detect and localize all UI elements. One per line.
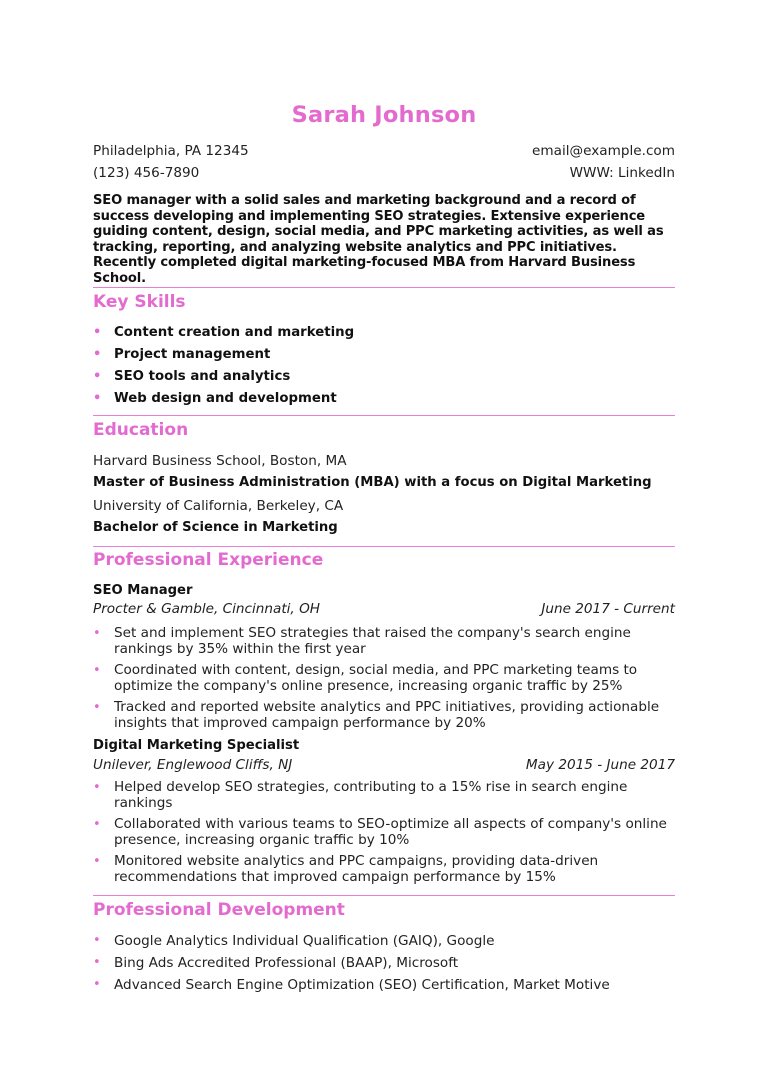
job-company: Procter & Gamble, Cincinnati, OH	[93, 601, 320, 617]
section-title-experience: Professional Experience	[93, 550, 324, 570]
bullet-dot-icon: •	[93, 369, 102, 384]
bullet-dot-icon: •	[93, 933, 101, 948]
bullet-dot-icon: •	[93, 325, 102, 340]
bullet-dot-icon: •	[93, 700, 101, 715]
job-meta	[93, 756, 675, 774]
education-school: Harvard Business School, Boston, MA	[93, 453, 347, 469]
job-bullets	[93, 626, 675, 737]
skill-item: • Content creation and marketing	[93, 325, 355, 340]
skill-item: • Web design and development	[93, 391, 337, 406]
job-bullet: • Coordinated with content, design, social media, and PPC marketing teams to optimize the company's online presence, increasing organic traffic by 25%	[93, 662, 638, 694]
bullet-dot-icon: •	[93, 663, 101, 678]
contact-row-1	[93, 142, 675, 160]
job-bullet: • Helped develop SEO strategies, contributing to a 15% rise in search engine rankings	[93, 779, 628, 811]
contact-row-2	[93, 164, 675, 182]
job-bullets	[93, 780, 675, 891]
job-company: Unilever, Englewood Cliffs, NJ	[93, 757, 293, 773]
candidate-name: Sarah Johnson	[291, 102, 477, 128]
section-title-education: Education	[93, 420, 189, 440]
bullet-dot-icon: •	[93, 391, 102, 406]
bullet-dot-icon: •	[93, 977, 101, 992]
job-bullet: • Monitored website analytics and PPC campaigns, providing data-driven recommendations that improved campaign performance by 15%	[93, 853, 599, 885]
section-title-key-skills: Key Skills	[93, 292, 186, 312]
section-title-development: Professional Development	[93, 900, 345, 920]
job-bullet: • Set and implement SEO strategies that raised the company's search engine rankings by 35% within the first year	[93, 625, 631, 657]
section-divider	[93, 415, 675, 416]
development-item: • Bing Ads Accredited Professional (BAAP), Microsoft	[93, 955, 459, 971]
job-title: Digital Marketing Specialist	[93, 738, 300, 753]
job-dates: May 2015 - June 2017	[525, 757, 675, 773]
job-meta	[93, 600, 675, 618]
professional-summary: SEO manager with a solid sales and marketing background and a record of success developing and implementing SEO strategies. Extensive experience guiding content, design, social media, and PPC marketing activities, as well as tracking, reporting, and analyzing website analytics and PPC initiatives. Recently completed digital marketing-focused MBA from Harvard Business School.	[93, 193, 664, 286]
bullet-dot-icon: •	[93, 780, 101, 795]
job-title: SEO Manager	[93, 583, 193, 598]
address: Philadelphia, PA 12345	[93, 143, 249, 159]
development-item: • Advanced Search Engine Optimization (SEO) Certification, Market Motive	[93, 977, 610, 993]
website-link[interactable]: WWW: LinkedIn	[569, 165, 675, 181]
phone: (123) 456-7890	[93, 165, 200, 181]
skills-list	[93, 324, 675, 412]
bullet-dot-icon: •	[93, 626, 101, 641]
development-list	[93, 932, 675, 998]
job-bullet: • Tracked and reported website analytics and PPC initiatives, providing actionable insights that improved campaign performance by 20%	[93, 699, 660, 731]
education-school: University of California, Berkeley, CA	[93, 498, 344, 514]
skill-item: • SEO tools and analytics	[93, 369, 291, 384]
bullet-dot-icon: •	[93, 817, 101, 832]
skill-item: • Project management	[93, 347, 271, 362]
bullet-dot-icon: •	[93, 347, 102, 362]
job-dates: June 2017 - Current	[541, 601, 675, 617]
education-degree: Master of Business Administration (MBA) with a focus on Digital Marketing	[93, 475, 652, 490]
education-degree: Bachelor of Science in Marketing	[93, 520, 338, 535]
bullet-dot-icon: •	[93, 955, 101, 970]
section-divider	[93, 287, 675, 288]
bullet-dot-icon: •	[93, 854, 101, 869]
section-divider	[93, 895, 675, 896]
job-bullet: • Collaborated with various teams to SEO-optimize all aspects of company's online presence, increasing organic traffic by 10%	[93, 816, 667, 848]
section-divider	[93, 546, 675, 547]
email[interactable]: email@example.com	[532, 143, 675, 159]
development-item: • Google Analytics Individual Qualification (GAIQ), Google	[93, 933, 495, 949]
